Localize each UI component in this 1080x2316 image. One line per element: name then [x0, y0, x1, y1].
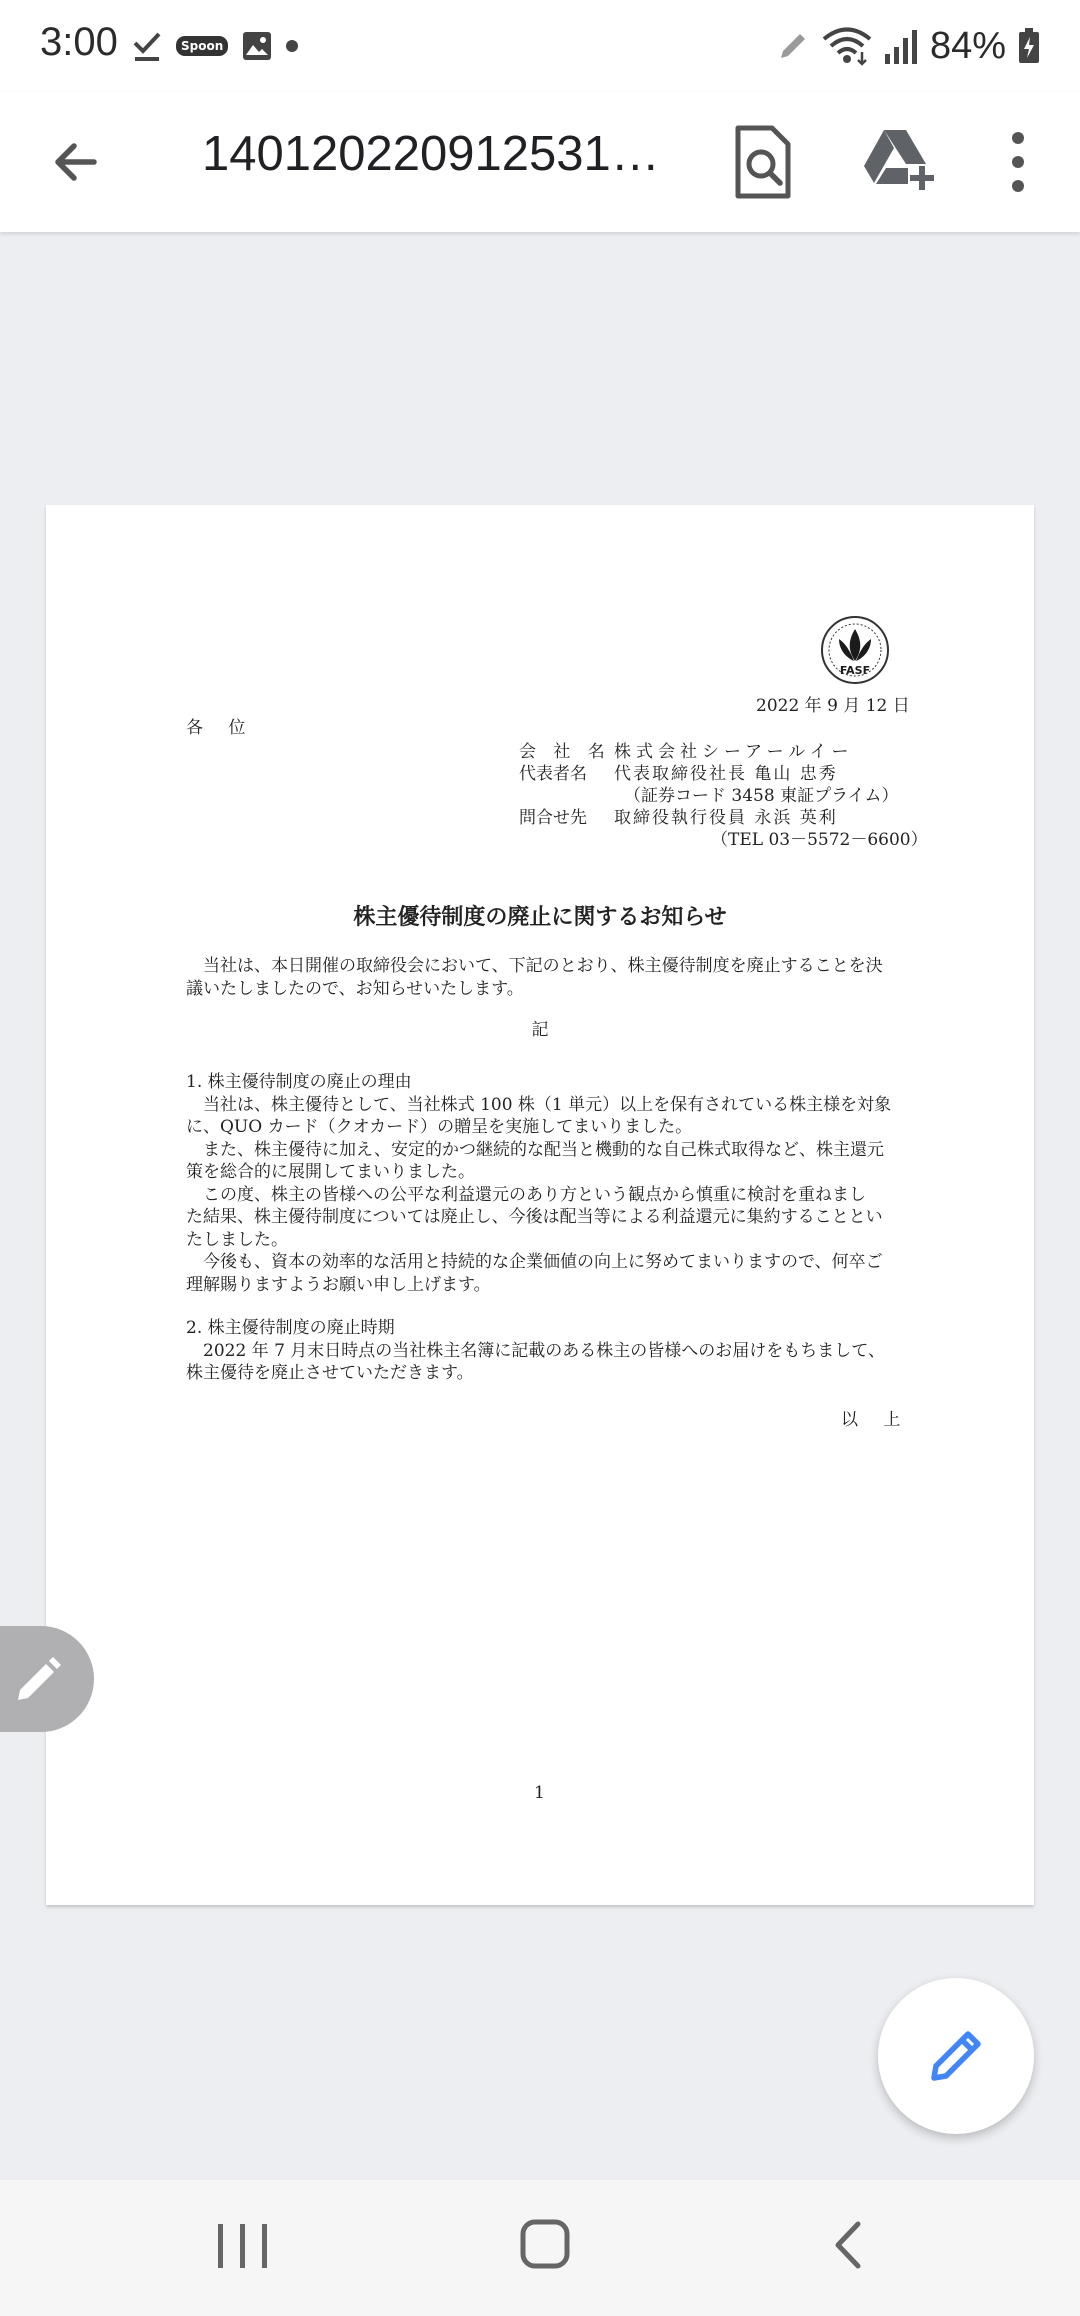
- navigation-bar: [0, 2180, 1080, 2316]
- section-1: 1. 株主優待制度の廃止の理由 当社は、株主優待として、当社株式 100 株（1 単元）以上を保有されている株主様を対象 に、QUO カード（クオカード）の贈呈を実施してまいりました。 また、株主優待に加え、安定的かつ継続的な配当と機動的な自己株式取得など、株主還元 策を総合的に展開してまいりました。 この度、株主の皆様への公平な利益還元のあり方という観点から慎重に検討を重ねまし た結果、株主優待制度については廃止し、今後は配当等による利益還元に集約することとい たしました。 今後も、資本の効率的な活用と持続的な企業価値の向上に努めてまいりますので、何卒ご 理解賜りますようお願い申し上げます。: [186, 1072, 892, 1295]
- check-icon: [132, 30, 162, 62]
- system-icons: [776, 22, 1040, 70]
- securities-code: （証券コード 3458 東証プライム）: [624, 786, 899, 806]
- app-bar: [0, 92, 1080, 232]
- svg-text:FASF: FASF: [839, 664, 871, 677]
- ki-marker: 記: [531, 1020, 549, 1040]
- battery-charging-icon: [1018, 28, 1040, 64]
- battery-percent: 84%: [929, 24, 1006, 67]
- representative-name: 代表取締役社長 亀山 忠秀: [614, 764, 838, 784]
- more-options-icon[interactable]: [1000, 126, 1036, 198]
- company-label: 会 社 名: [519, 742, 611, 762]
- edit-pencil-icon: [924, 2024, 988, 2088]
- edit-fab[interactable]: [878, 1978, 1034, 2134]
- find-in-document-icon[interactable]: [730, 122, 796, 202]
- spoon-app-icon: Spoon: [176, 36, 228, 56]
- recent-apps-icon[interactable]: [212, 2218, 274, 2274]
- section-2: 2. 株主優待制度の廃止時期 2022 年 7 月末日時点の当社株主名簿に記載のある株主の皆様へのお届けをもちまして、 株主優待を廃止させていただきます。: [186, 1318, 885, 1383]
- signal-icon: [884, 28, 918, 64]
- closing-mark: 以 上: [841, 1410, 911, 1430]
- status-bar: [0, 0, 1080, 92]
- back-arrow-icon[interactable]: [44, 130, 108, 194]
- contact-phone: （TEL 03－5572－6600）: [711, 830, 928, 850]
- document-page: [46, 505, 1034, 1905]
- home-icon[interactable]: [518, 2214, 574, 2276]
- representative-label: 代表者名: [519, 764, 587, 784]
- add-to-drive-icon[interactable]: [862, 126, 936, 192]
- intro-paragraph: 当社は、本日開催の取締役会において、下記のとおり、株主優待制度を廃止することを決 議いたしましたので、お知らせいたします。: [186, 956, 883, 999]
- pen-icon: [776, 29, 810, 63]
- company-name: 株式会社シーアールイー: [614, 742, 854, 762]
- wifi-icon: [822, 26, 872, 66]
- contact-label: 問合せ先: [519, 808, 587, 828]
- status-time: 3:00: [40, 20, 118, 64]
- document-title: 140120220912531…: [202, 127, 660, 181]
- image-icon: [242, 31, 272, 61]
- edit-pencil-icon: [10, 1654, 64, 1708]
- fasf-seal-logo: [820, 615, 890, 685]
- back-icon[interactable]: [820, 2214, 876, 2276]
- page-number: 1: [534, 1783, 545, 1803]
- contact-name: 取締役執行役員 永浜 英利: [614, 808, 838, 828]
- recipients: 各 位: [186, 718, 256, 738]
- document-date: 2022 年 9 月 12 日: [756, 696, 910, 716]
- notification-icons: [132, 24, 298, 68]
- document-heading: 株主優待制度の廃止に関するお知らせ: [353, 904, 727, 930]
- dot-icon: [286, 40, 298, 52]
